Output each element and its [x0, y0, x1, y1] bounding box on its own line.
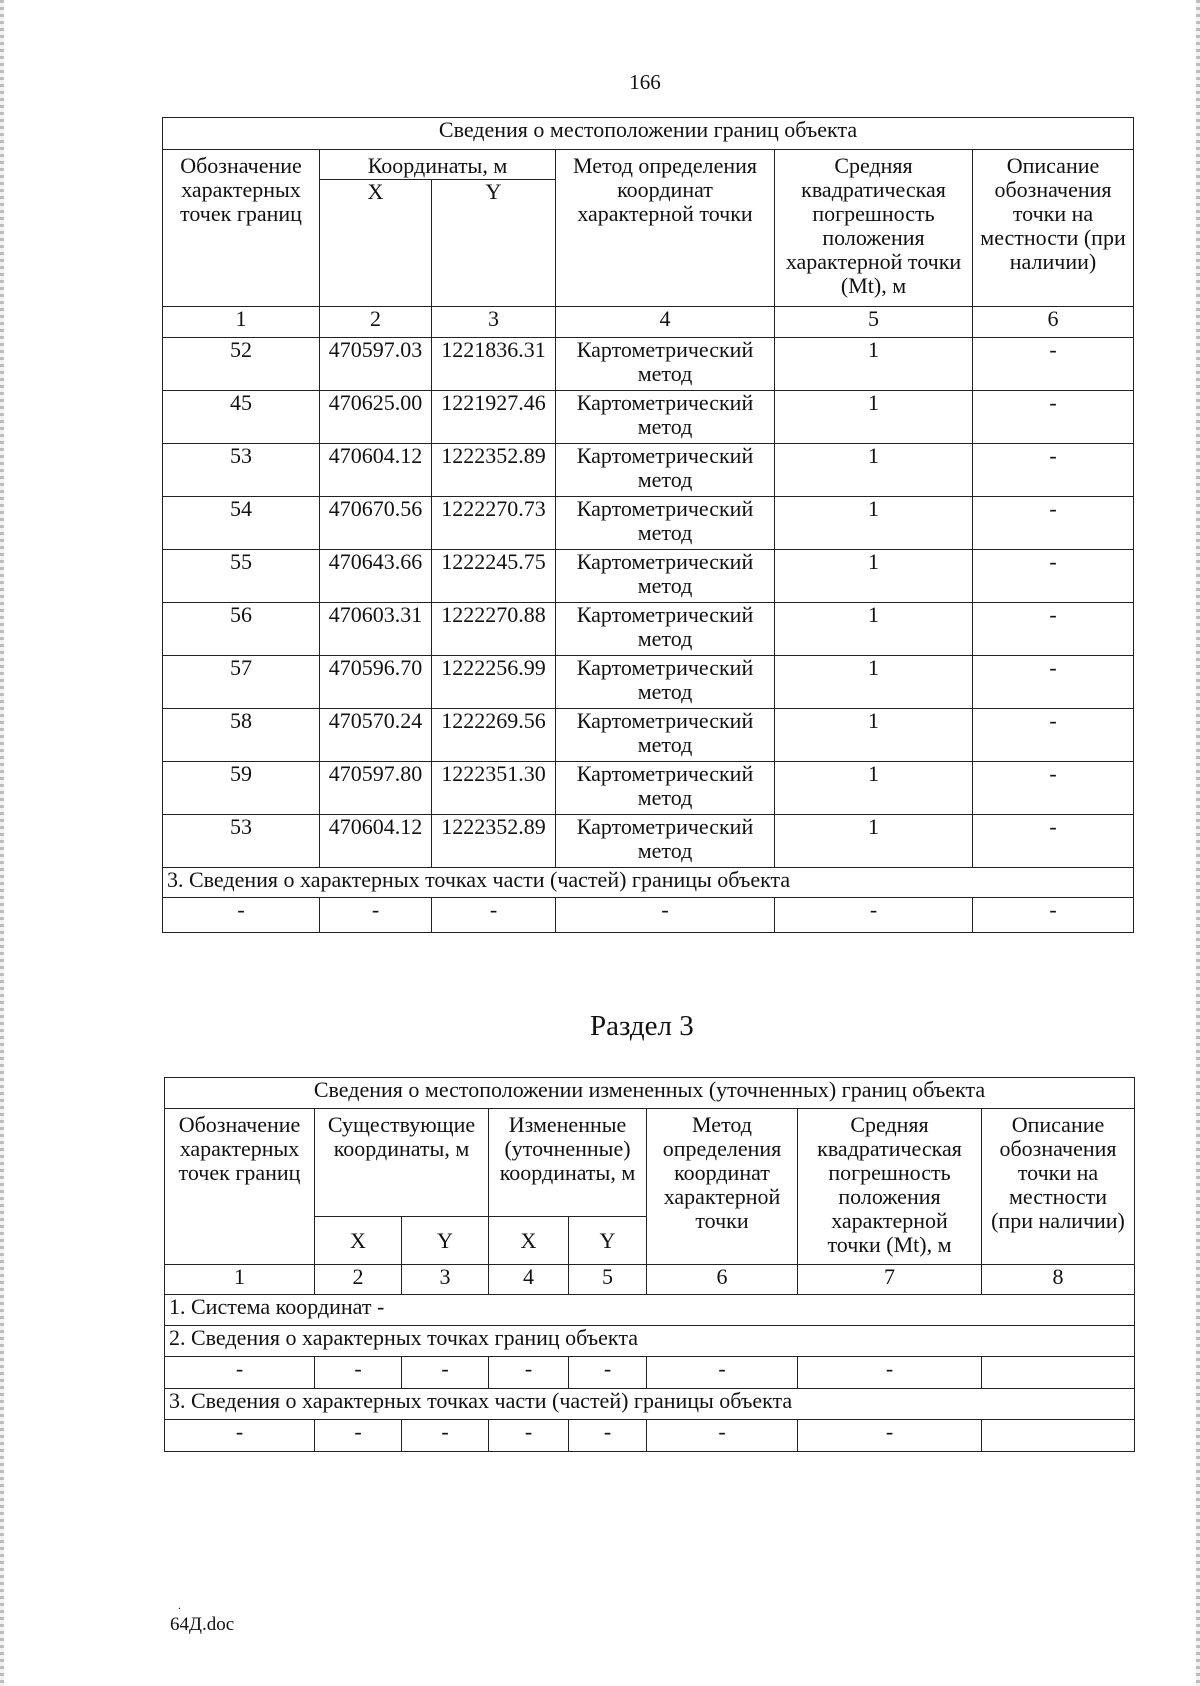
col-number: 6 [973, 307, 1134, 338]
cell-error: 1 [775, 815, 973, 868]
col-number: 8 [982, 1265, 1135, 1295]
boundary-points-row [165, 1357, 1135, 1389]
boundary-table [162, 117, 1134, 933]
cell-description: - [973, 656, 1134, 709]
dash-cell: - [775, 898, 973, 933]
table-row [163, 391, 1134, 444]
header-error: Средняя квадратическая погрешность положения характерной точки (Mt), м [798, 1109, 982, 1265]
dash-cell: - [647, 1420, 798, 1452]
changed-boundary-table [164, 1077, 1135, 1452]
table-caption: Сведения о местоположении границ объекта [163, 118, 1134, 150]
table-row [163, 550, 1134, 603]
dash-cell: - [315, 1357, 402, 1389]
section3-label: 3. Сведения о характерных точках части (частей) границы объекта [163, 868, 1134, 898]
dash-cell: - [165, 1420, 315, 1452]
cell-method: Картометрический метод [556, 550, 775, 603]
cell-method: Картометрический метод [556, 603, 775, 656]
col-number: 5 [569, 1265, 647, 1295]
footer-filename: 64Д.doc [170, 1614, 235, 1635]
dash-cell: - [489, 1420, 569, 1452]
cell-x: 470597.80 [320, 762, 432, 815]
header-changed: Измененные (уточненные) координаты, м [489, 1109, 647, 1217]
scan-edge-left [0, 0, 4, 1686]
table-row [163, 497, 1134, 550]
cell-point: 52 [163, 338, 320, 391]
header-x-existing: X [315, 1217, 402, 1265]
header-description: Описание обозначения точки на местности (при наличии) [973, 150, 1134, 307]
table-row [163, 338, 1134, 391]
cell-point: 53 [163, 444, 320, 497]
cell-point: 58 [163, 709, 320, 762]
table-row [163, 762, 1134, 815]
section3-row [163, 898, 1134, 933]
header-method: Метод определения координат характерной точки [556, 150, 775, 307]
cell-method: Картометрический метод [556, 444, 775, 497]
cell-description: - [973, 762, 1134, 815]
dash-cell: - [647, 1357, 798, 1389]
cell-y: 1222352.89 [432, 815, 556, 868]
empty-cell [982, 1357, 1135, 1389]
cell-description: - [973, 709, 1134, 762]
cell-error: 1 [775, 338, 973, 391]
cell-description: - [973, 338, 1134, 391]
header-y-existing: Y [402, 1217, 489, 1265]
cell-description: - [973, 497, 1134, 550]
col-number: 3 [432, 307, 556, 338]
dash-cell: - [315, 1420, 402, 1452]
cell-point: 55 [163, 550, 320, 603]
cell-description: - [973, 603, 1134, 656]
col-number: 4 [489, 1265, 569, 1295]
cell-point: 59 [163, 762, 320, 815]
cell-error: 1 [775, 391, 973, 444]
header-x: X [320, 180, 432, 307]
column-number-row [165, 1265, 1135, 1295]
header-x-changed: X [489, 1217, 569, 1265]
header-error: Средняя квадратическая погрешность положения характерной точки (Mt), м [775, 150, 973, 307]
col-number: 1 [163, 307, 320, 338]
cell-method: Картометрический метод [556, 815, 775, 868]
dash-cell: - [973, 898, 1134, 933]
col-number: 5 [775, 307, 973, 338]
cell-error: 1 [775, 709, 973, 762]
col-number: 1 [165, 1265, 315, 1295]
page-number: 166 [629, 70, 661, 94]
cell-error: 1 [775, 550, 973, 603]
dash-cell: - [402, 1357, 489, 1389]
cell-error: 1 [775, 762, 973, 815]
cell-y: 1222351.30 [432, 762, 556, 815]
cell-point: 45 [163, 391, 320, 444]
cell-point: 53 [163, 815, 320, 868]
footer-dot: . [178, 1598, 181, 1612]
col-number: 4 [556, 307, 775, 338]
cell-description: - [973, 815, 1134, 868]
cell-y: 1221927.46 [432, 391, 556, 444]
col-number: 7 [798, 1265, 982, 1295]
cell-x: 470670.56 [320, 497, 432, 550]
dash-cell: - [569, 1357, 647, 1389]
col-number: 3 [402, 1265, 489, 1295]
cell-description: - [973, 391, 1134, 444]
cell-method: Картометрический метод [556, 656, 775, 709]
row-boundary-points: 2. Сведения о характерных точках границ объекта [165, 1326, 1135, 1357]
col-number: 2 [315, 1265, 402, 1295]
header-point: Обозначение характерных точек границ [163, 150, 320, 307]
cell-error: 1 [775, 444, 973, 497]
dash-cell: - [569, 1420, 647, 1452]
row-coordinate-system: 1. Система координат - [165, 1295, 1135, 1326]
cell-description: - [973, 444, 1134, 497]
col-number: 2 [320, 307, 432, 338]
cell-x: 470597.03 [320, 338, 432, 391]
cell-y: 1222270.88 [432, 603, 556, 656]
cell-method: Картометрический метод [556, 709, 775, 762]
cell-x: 470603.31 [320, 603, 432, 656]
cell-x: 470596.70 [320, 656, 432, 709]
cell-error: 1 [775, 497, 973, 550]
table-row [163, 709, 1134, 762]
cell-point: 54 [163, 497, 320, 550]
dash-cell: - [165, 1357, 315, 1389]
header-existing: Существующие координаты, м [315, 1109, 489, 1217]
cell-y: 1222270.73 [432, 497, 556, 550]
dash-cell: - [489, 1357, 569, 1389]
scan-edge-right [1196, 0, 1200, 1686]
cell-error: 1 [775, 656, 973, 709]
table-row [163, 603, 1134, 656]
cell-description: - [973, 550, 1134, 603]
dash-cell: - [163, 898, 320, 933]
table-row [163, 656, 1134, 709]
cell-x: 470625.00 [320, 391, 432, 444]
row-part-points: 3. Сведения о характерных точках части (частей) границы объекта [165, 1389, 1135, 1420]
col-number: 6 [647, 1265, 798, 1295]
table-row [163, 444, 1134, 497]
dash-cell: - [402, 1420, 489, 1452]
dash-cell: - [798, 1420, 982, 1452]
cell-method: Картометрический метод [556, 391, 775, 444]
dash-cell: - [556, 898, 775, 933]
cell-y: 1222352.89 [432, 444, 556, 497]
dash-cell: - [432, 898, 556, 933]
dash-cell: - [320, 898, 432, 933]
section-title: Раздел 3 [590, 1010, 694, 1042]
header-coords: Координаты, м [320, 150, 556, 180]
table-row [163, 815, 1134, 868]
cell-point: 57 [163, 656, 320, 709]
table-caption: Сведения о местоположении измененных (уточненных) границ объекта [165, 1078, 1135, 1109]
cell-y: 1221836.31 [432, 338, 556, 391]
cell-point: 56 [163, 603, 320, 656]
header-description: Описание обозначения точки на местности (при наличии) [982, 1109, 1135, 1265]
cell-method: Картометрический метод [556, 338, 775, 391]
dash-cell: - [798, 1357, 982, 1389]
header-point: Обозначение характерных точек границ [165, 1109, 315, 1265]
cell-x: 470570.24 [320, 709, 432, 762]
header-method: Метод определения координат характерной точки [647, 1109, 798, 1265]
header-y-changed: Y [569, 1217, 647, 1265]
cell-y: 1222245.75 [432, 550, 556, 603]
column-number-row [163, 307, 1134, 338]
cell-y: 1222256.99 [432, 656, 556, 709]
cell-y: 1222269.56 [432, 709, 556, 762]
cell-method: Картометрический метод [556, 497, 775, 550]
cell-x: 470604.12 [320, 444, 432, 497]
cell-x: 470643.66 [320, 550, 432, 603]
empty-cell [982, 1420, 1135, 1452]
part-points-row [165, 1420, 1135, 1452]
cell-error: 1 [775, 603, 973, 656]
cell-x: 470604.12 [320, 815, 432, 868]
header-y: Y [432, 180, 556, 307]
cell-method: Картометрический метод [556, 762, 775, 815]
